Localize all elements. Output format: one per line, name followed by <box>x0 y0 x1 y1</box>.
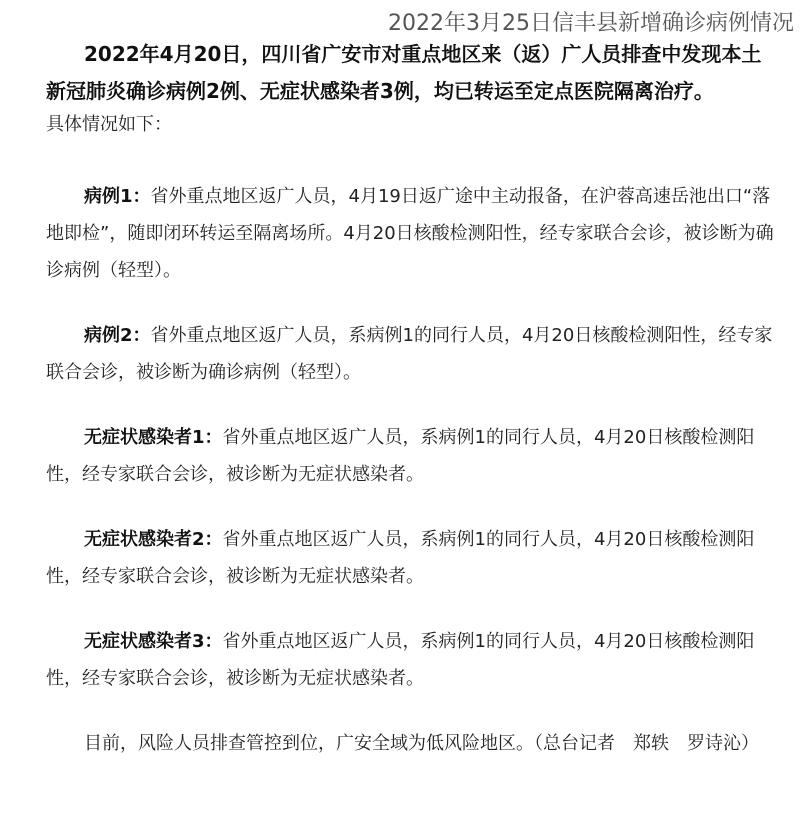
case-label: 病例2： <box>84 325 151 346</box>
case-paragraph <box>46 317 776 391</box>
overlay-title: 2022年3月25日信丰县新增确诊病例情况 <box>388 11 794 36</box>
case-text: 省外重点地区返广人员，系病例1的同行人员，4月20日核酸检测阳性，经专家联合会诊，被诊断为确诊病例（轻型）。 <box>46 325 773 383</box>
case-label: 无症状感染者1： <box>84 427 223 448</box>
case-text: 省外重点地区返广人员，系病例1的同行人员，4月20日核酸检测阳性，经专家联合会诊，被诊断为无症状感染者。 <box>46 529 755 587</box>
case-paragraph <box>46 419 776 493</box>
case-text: 省外重点地区返广人员，4月19日返广途中主动报备，在沪蓉高速岳池出口“落地即检”，随即闭环转运至隔离场所。4月20日核酸检测阳性，经专家联合会诊，被诊断为确诊病例（轻型）。 <box>46 186 774 281</box>
closing-paragraph: 目前，风险人员排查管控到位，广安全域为低风险地区。（总台记者 郑轶 罗诗沁） <box>84 733 759 754</box>
case-text: 省外重点地区返广人员，系病例1的同行人员，4月20日核酸检测阳性，经专家联合会诊，被诊断为无症状感染者。 <box>46 427 755 485</box>
case-label: 病例1： <box>84 186 151 207</box>
case-paragraph <box>46 623 776 697</box>
document-body <box>46 36 776 790</box>
case-text: 省外重点地区返广人员，系病例1的同行人员，4月20日核酸检测阳性，经专家联合会诊，被诊断为无症状感染者。 <box>46 631 755 689</box>
case-paragraph <box>46 178 776 289</box>
headline: 2022年4月20日，四川省广安市对重点地区来（返）广人员排查中发现本土新冠肺炎确诊病例2例、无症状感染者3例，均已转运至定点医院隔离治疗。 <box>46 42 762 103</box>
case-paragraph <box>46 521 776 595</box>
intro-text: 具体情况如下： <box>46 114 172 135</box>
case-label: 无症状感染者3： <box>84 631 223 652</box>
case-label: 无症状感染者2： <box>84 529 223 550</box>
